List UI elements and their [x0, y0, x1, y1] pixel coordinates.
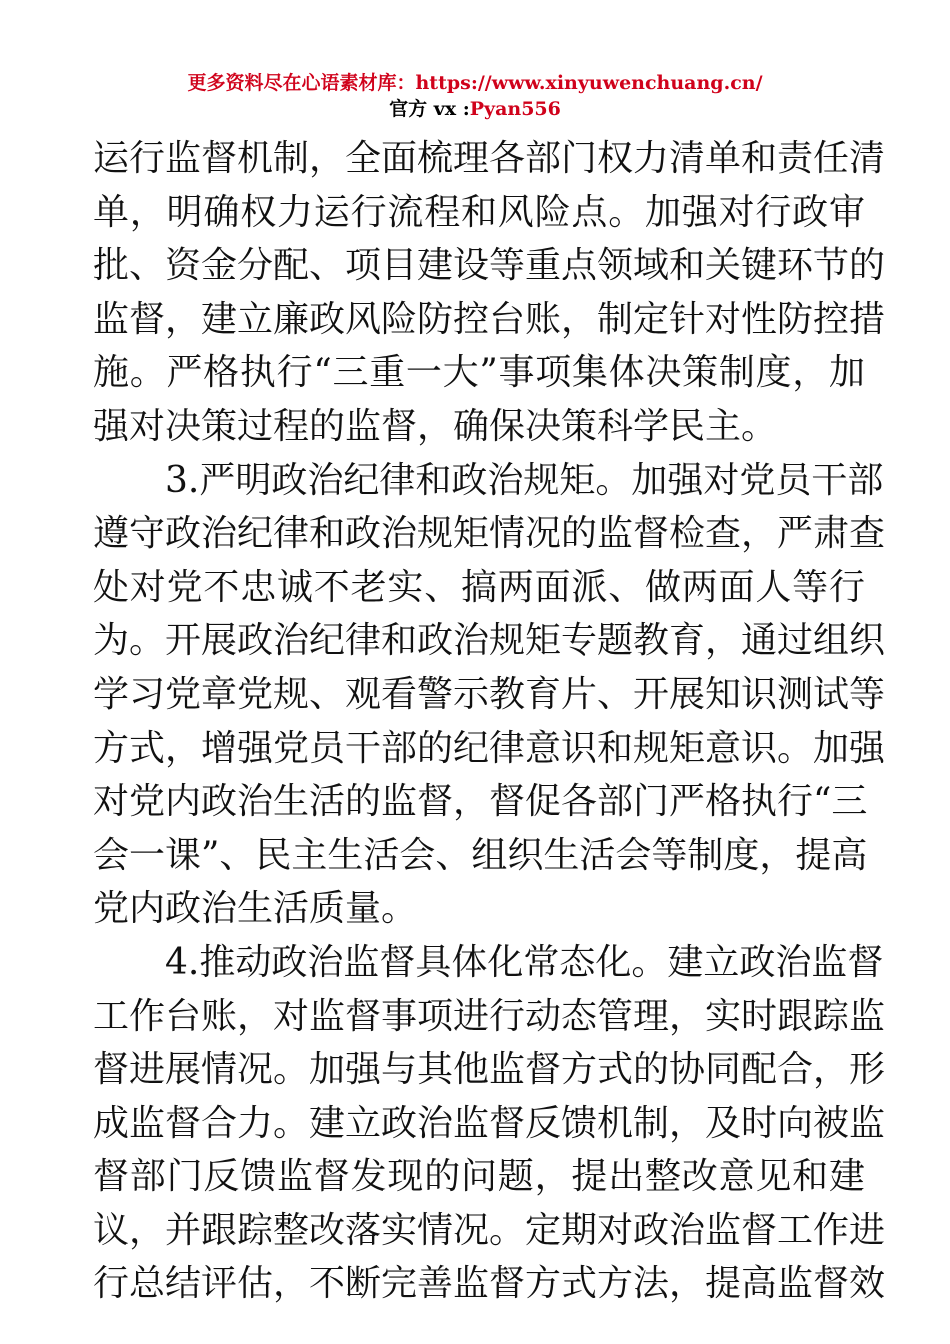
- text-line: 成监督合力。建立政治监督反馈机制，及时向被监: [93, 1102, 886, 1144]
- text-line: 学习党章党规、观看警示教育片、开展知识测试等: [93, 673, 886, 715]
- text-line: 督部门反馈监督发现的问题，提出整改意见和建: [93, 1156, 865, 1198]
- paragraph-2: [93, 454, 886, 936]
- text-line: 议，并跟踪整改落实情况。定期对政治监督工作进: [93, 1209, 886, 1251]
- paragraph-1: [93, 132, 886, 454]
- header-line-2: [0, 96, 950, 122]
- text-line: 遵守政治纪律和政治规矩情况的监督检查，严肃查: [93, 513, 886, 555]
- header-contact-id: Pyan556: [469, 98, 561, 120]
- text-line: 会一课”、民主生活会、组织生活会等制度，提高: [93, 834, 868, 876]
- text-line: 处对党不忠诚不老实、搞两面派、做两面人等行: [93, 566, 865, 608]
- header-contact-label: 官方 vx :: [389, 98, 470, 120]
- text-line: 运行监督机制，全面梳理各部门权力清单和责任清: [93, 138, 886, 179]
- paragraph-3: [93, 936, 886, 1311]
- text-line: 4.推动政治监督具体化常态化。建立政治监督: [165, 941, 884, 983]
- header-source-url[interactable]: https://www.xinyuwenchuang.cn/: [415, 72, 763, 94]
- text-line: 强对决策过程的监督，确保决策科学民主。: [93, 405, 778, 447]
- header-line-1: [0, 70, 950, 96]
- text-line: 批、资金分配、项目建设等重点领域和关键环节的: [93, 245, 886, 287]
- text-line: 为。开展政治纪律和政治规矩专题教育，通过组织: [93, 620, 886, 662]
- header-source-label: 更多资料尽在心语素材库：: [187, 72, 416, 94]
- text-line: 施。严格执行“三重一大”事项集体决策制度，加: [93, 352, 865, 394]
- text-line: 党内政治生活质量。: [93, 888, 418, 930]
- text-line: 方式，增强党员干部的纪律意识和规矩意识。加强: [93, 727, 886, 769]
- text-line: 监督，建立廉政风险防控台账，制定针对性防控措: [93, 298, 886, 340]
- text-line: 对党内政治生活的监督，督促各部门严格执行“三: [93, 781, 868, 823]
- document-body: [93, 132, 886, 1311]
- text-line: 行总结评估，不断完善监督方式方法，提高监督效: [93, 1263, 886, 1305]
- text-line: 3.严明政治纪律和政治规矩。加强对党员干部: [165, 459, 884, 501]
- text-line: 单，明确权力运行流程和风险点。加强对行政审: [93, 191, 865, 233]
- watermark-header: [0, 70, 950, 122]
- text-line: 工作台账，对监督事项进行动态管理，实时跟踪监: [93, 995, 886, 1037]
- text-line: 督进展情况。加强与其他监督方式的协同配合，形: [93, 1049, 886, 1091]
